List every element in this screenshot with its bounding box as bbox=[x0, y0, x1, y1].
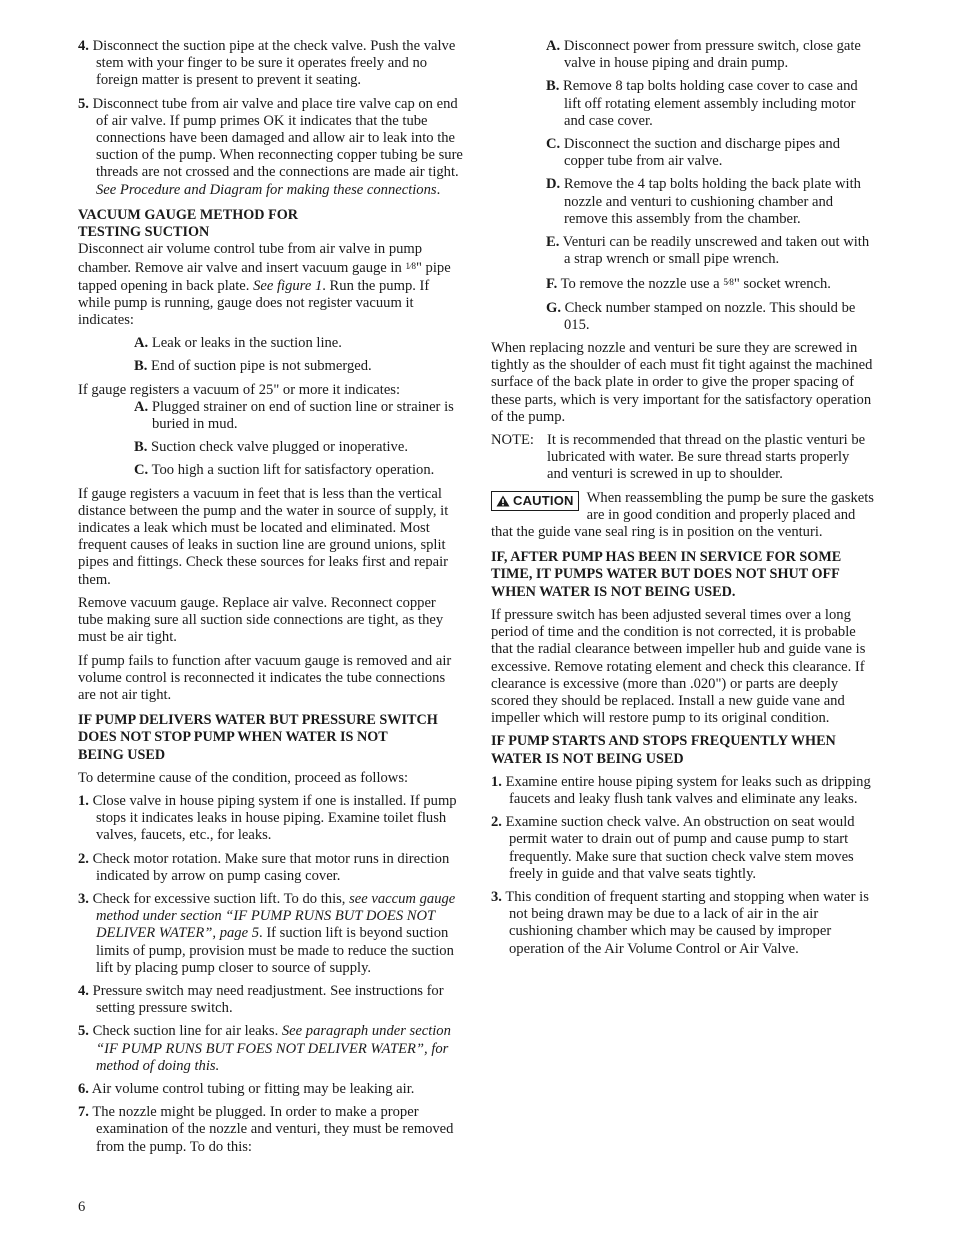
g25-item-c bbox=[134, 462, 463, 479]
cause-5 bbox=[78, 1023, 463, 1075]
item-letter: A. bbox=[134, 398, 149, 415]
item-text: End of suction pipe is not submerged. bbox=[151, 358, 372, 375]
item-letter: B. bbox=[546, 78, 560, 95]
step-text: Pressure switch may need readjustment. See instructions for setting pressure switch. bbox=[92, 982, 444, 1017]
item-text: Too high a suction lift for satisfactory operation. bbox=[151, 462, 435, 479]
g25-item-a bbox=[134, 399, 463, 433]
removal-step-c bbox=[546, 136, 874, 170]
heading-line: IF PUMP STARTS AND STOPS FREQUENTLY WHEN bbox=[491, 733, 836, 750]
fraction: 1⁄8 bbox=[405, 261, 416, 272]
step-italic-text: See paragraph under section “IF PUMP RUNS BUT FOES NOT DELIVER WATER”, for method of doing this. bbox=[96, 1023, 451, 1074]
step-number: 3. bbox=[491, 888, 502, 905]
step-text: Disconnect tube from air valve and place tire valve cap on end of air valve. If pump primes OK it indicates that the tube connections have been damaged and allow air to leak into the suction of the pump. When reconnecting copper tubing be sure threads are not crossed and the connections are made air tight. bbox=[92, 95, 463, 181]
removal-step-e bbox=[546, 234, 874, 268]
heading-line: IF, AFTER PUMP HAS BEEN IN SERVICE FOR SOME bbox=[491, 549, 842, 566]
step-number: 4. bbox=[78, 982, 89, 999]
step-number: 2. bbox=[78, 850, 89, 867]
cause-4 bbox=[78, 983, 463, 1017]
warning-triangle-icon bbox=[496, 495, 510, 507]
item-text: Disconnect power from pressure switch, close gate valve in house piping and drain pump. bbox=[563, 38, 861, 72]
vacuum-paragraph bbox=[78, 241, 463, 329]
step-number: 7. bbox=[78, 1104, 89, 1121]
removal-step-f bbox=[546, 274, 874, 293]
step-text: Air volume control tubing or fitting may be leaking air. bbox=[91, 1080, 415, 1097]
section-heading-delivers bbox=[78, 712, 463, 764]
figure-reference: See figure 1 bbox=[253, 277, 323, 294]
item-letter: G. bbox=[546, 299, 561, 316]
section-heading-starts-stops bbox=[491, 733, 874, 767]
item-letter: C. bbox=[134, 462, 149, 479]
item-text: " socket wrench. bbox=[733, 276, 831, 293]
item-text: To remove the nozzle use a bbox=[560, 276, 724, 293]
note-text: It is recommended that thread on the plastic venturi be lubricated with water. Be sure thread starts properly and venturi is screwed in up to shoulder. bbox=[547, 432, 866, 483]
step-5 bbox=[78, 96, 463, 199]
paragraph-pressure-switch: If pressure switch has been adjusted several times over a long period of time and the condition is not corrected, it is probable that the radial clearance between impeller hub and guide vane is excessive. Remove rotating element and check this clearance. If clearance is excessive (more than .020") or parts are deeply scored they should be replaced. Install a new guide vane and impeller which will restore pump to its original condition. bbox=[491, 606, 866, 727]
caution-label: CAUTION bbox=[513, 493, 574, 509]
paragraph-replacing: When replacing nozzle and venturi be sure they are screwed in tightly as the shoulder of each must fit tight against the machined surface of the back plate in order to give the proper spacing of these parts, which is very important for the satisfactory operation of the pump. bbox=[491, 340, 873, 425]
paragraph-text: " pipe tapped opening in back plate. bbox=[78, 260, 451, 294]
item-text: Venturi can be readily unscrewed and taken out with a strap wrench or small pipe wrench. bbox=[562, 234, 870, 268]
heading-line: BEING USED bbox=[78, 746, 166, 763]
heading-line: IF PUMP DELIVERS WATER BUT PRESSURE SWITCH bbox=[78, 712, 438, 729]
cause-2 bbox=[78, 851, 463, 885]
step-number: 2. bbox=[491, 814, 502, 831]
removal-step-d bbox=[546, 176, 874, 228]
cause-1 bbox=[78, 793, 463, 845]
item-text: Remove the 4 tap bolts holding the back plate with nozzle and venturi to cushioning chamber and remove this assembly from the chamber. bbox=[563, 176, 861, 227]
right-column bbox=[491, 38, 874, 964]
item-letter: D. bbox=[546, 176, 561, 193]
cause-6 bbox=[78, 1081, 463, 1098]
frequent-3 bbox=[491, 889, 874, 958]
item-letter: B. bbox=[134, 358, 148, 375]
item-letter: A. bbox=[134, 335, 149, 352]
removal-step-a bbox=[546, 38, 874, 72]
paragraph-gauge-feet: If gauge registers a vacuum in feet that is less than the vertical distance between the pump and the water in source of supply, it indicates a leak which must be located and eliminated. Most frequent causes of leaks in suction line are ground unions, split pipes and fittings. Check these sources for leaks first and repair them. bbox=[78, 485, 449, 588]
step-number: 3. bbox=[78, 890, 89, 907]
item-text: Disconnect the suction and discharge pipes and copper tube from air valve. bbox=[563, 136, 840, 170]
heading-line: TIME, IT PUMPS WATER BUT DOES NOT SHUT OFF bbox=[491, 566, 840, 583]
item-text: Plugged strainer on end of suction line or strainer is buried in mud. bbox=[151, 398, 454, 433]
item-text: Leak or leaks in the suction line. bbox=[151, 335, 342, 352]
paragraph-text: . Run the pump. If while pump is running, gauge does not register vacuum it indicates: bbox=[78, 277, 430, 329]
vac-item-a bbox=[134, 335, 463, 352]
step-text-tail: . If suction lift is beyond suction limits of pump, provision must be made to reduce the suction lift by placing pump closer to source of supply. bbox=[96, 925, 454, 976]
heading-line: TESTING SUCTION bbox=[78, 224, 210, 241]
caution-text: When reassembling the pump be sure the gaskets are in good condition and properly placed and that the guide vane seal ring is in position on the venturi. bbox=[491, 489, 874, 541]
item-letter: A. bbox=[546, 38, 561, 54]
item-text: Check number stamped on nozzle. This should be 015. bbox=[564, 299, 856, 333]
item-text: Suction check valve plugged or inoperative. bbox=[151, 439, 408, 456]
removal-step-b bbox=[546, 78, 874, 130]
step-number: 1. bbox=[491, 773, 502, 790]
section-heading-vacuum bbox=[78, 207, 463, 241]
item-letter: C. bbox=[546, 136, 561, 153]
paragraph-pump-fails: If pump fails to function after vacuum gauge is removed and air volume control is reconnected it indicates the tube connections are not air tight. bbox=[78, 652, 452, 703]
step-text-tail: . bbox=[436, 181, 441, 198]
paragraph-text: Disconnect air volume control tube from air valve in pump chamber. Remove air valve and insert vacuum gauge in bbox=[78, 241, 423, 277]
step-number: 6. bbox=[78, 1080, 89, 1097]
step-italic-text: see vaccum gauge method under section “IF PUMP RUNS BUT DOES NOT DELIVER WATER”, page 5 bbox=[96, 890, 456, 942]
step-number: 5. bbox=[78, 95, 89, 112]
step-number: 4. bbox=[78, 38, 89, 54]
step-italic-text: See Procedure and Diagram for making these connections bbox=[96, 181, 437, 198]
paragraph-remove-gauge: Remove vacuum gauge. Replace air valve. Reconnect copper tube making sure all suction side connections are tight, as they must be air tight. bbox=[78, 594, 444, 646]
vac-item-b bbox=[134, 358, 463, 375]
item-letter: B. bbox=[134, 439, 148, 456]
removal-step-g bbox=[546, 300, 874, 334]
frequent-2 bbox=[491, 814, 874, 883]
step-number: 5. bbox=[78, 1023, 89, 1040]
caution-block bbox=[491, 490, 874, 542]
heading-line: WHEN WATER IS NOT BEING USED. bbox=[491, 583, 736, 600]
frequent-1 bbox=[491, 774, 874, 808]
step-text: The nozzle might be plugged. In order to make a proper examination of the nozzle and venturi, they must be removed from the pump. To do this: bbox=[92, 1104, 454, 1155]
page-number: 6 bbox=[78, 1199, 86, 1215]
heading-line: WATER IS NOT BEING USED bbox=[491, 750, 684, 767]
note-label: NOTE: bbox=[491, 432, 534, 449]
g25-item-b bbox=[134, 439, 463, 456]
heading-line: DOES NOT STOP PUMP WHEN WATER IS NOT bbox=[78, 729, 388, 746]
step-text: This condition of frequent starting and stopping when water is not being drawn may be due to a lack of air in the air cushioning chamber which may be caused by improper operation of the Air Volume Control or Air Valve. bbox=[505, 888, 869, 957]
gauge-25-line: If gauge registers a vacuum of 25" or more it indicates: bbox=[78, 381, 401, 398]
step-text: Check suction line for air leaks. bbox=[92, 1023, 282, 1040]
step-text: Examine suction check valve. An obstruction on seat would permit water to drain out of pump and cause pump to start frequently. Make sure that suction check valve stem moves freely in guide and that valve seats tightly. bbox=[505, 814, 855, 882]
step-text: Disconnect the suction pipe at the check valve. Push the valve stem with your finger to be sure it operates freely and no foreign matter is present to prevent it seating. bbox=[92, 38, 456, 89]
item-text: Remove 8 tap bolts holding case cover to case and lift off rotating element assembly including motor and case cover. bbox=[563, 78, 858, 129]
left-column bbox=[78, 38, 463, 1162]
step-text: Check motor rotation. Make sure that motor runs in direction indicated by arrow on pump casing cover. bbox=[92, 850, 450, 884]
cause-7 bbox=[78, 1104, 463, 1156]
step-text: Check for excessive suction lift. To do this, bbox=[92, 890, 350, 907]
paragraph-determine: To determine cause of the condition, proceed as follows: bbox=[78, 769, 409, 786]
item-letter: F. bbox=[546, 276, 558, 293]
cause-3 bbox=[78, 891, 463, 977]
item-letter: E. bbox=[546, 234, 560, 251]
caution-badge bbox=[491, 491, 579, 511]
step-text: Close valve in house piping system if one is installed. If pump stops it indicates leaks in house piping. Examine toilet flush valves, faucets, etc., for leaks. bbox=[92, 792, 457, 844]
heading-line: VACUUM GAUGE METHOD FOR bbox=[78, 206, 299, 223]
note-block bbox=[491, 432, 874, 484]
step-4 bbox=[78, 38, 463, 90]
section-heading-service bbox=[491, 549, 874, 601]
step-text: Examine entire house piping system for leaks such as dripping faucets and leaky flush tank valves and eliminate any leaks. bbox=[505, 773, 871, 807]
step-number: 1. bbox=[78, 792, 89, 809]
fraction: 5⁄8 bbox=[723, 277, 734, 288]
